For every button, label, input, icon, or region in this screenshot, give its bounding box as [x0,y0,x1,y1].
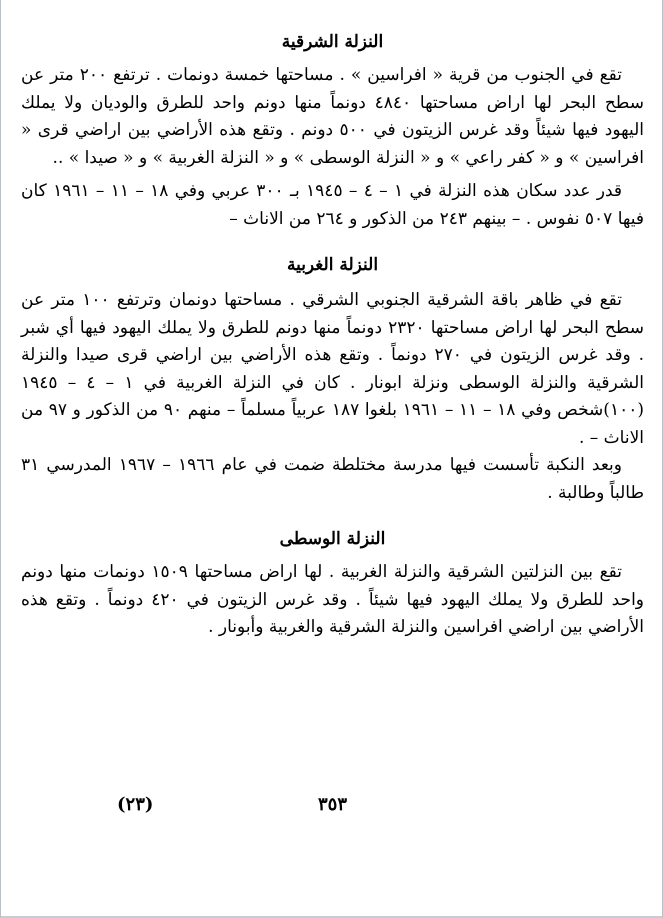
page-footer [15,794,650,820]
section-paragraph: وبعد النكبة تأسست فيها مدرسة مختلطة ضمت في عام ١٩٦٦ – ١٩٦٧ المدرسي ٣١ طالباً وطالبة . [21,455,644,503]
page-content [15,8,650,908]
section-title: النزلة الوسطى [279,529,386,549]
section-title: النزلة الغربية [286,255,379,275]
page-number: ٣٥٣ [317,794,347,815]
signature-mark: (٢٣) [117,794,154,815]
section-paragraph: تقع في الجنوب من قرية « افراسين » . مساحتها خمسة دونمات . ترتفع ٢٠٠ متر عن سطح البحر لها اراض مساحتها ٤٨٤٠ دونماً منها دونم واحد للطرق والوديان ولا يملك اليهود فيها شيئاً وقد غرس الزيتون في ٥٠٠ دونم . وتقع هذه الأراضي بين اراضي قرى « افراسين » و « كفر راعي » و « النزلة الوسطى » و « النزلة الغربية » و « صيدا » .. [21,65,645,168]
section-paragraph: قدر عدد سكان هذه النزلة في ١ – ٤ – ١٩٤٥ بـ ٣٠٠ عربي وفي ١٨ – ١١ – ١٩٦١ كان فيها ٥٠٧ نفوس . – بينهم ٢٤٣ من الذكور و ٢٦٤ من الاناث – [21,181,644,229]
section-paragraph: تقع بين النزلتين الشرقية والنزلة الغربية . لها اراض مساحتها ١٥٠٩ دونمات منها دونم واحد للطرق ولا يملك اليهود فيها شيئاً . وقد غرس الزيتون في ٤٢٠ دونماً . وتقع هذه الأراضي بين اراضي افراسين والنزلة الشرقية والغربية وأبونار . [21,562,645,637]
section-title: النزلة الشرقية [281,32,384,52]
section-paragraph: تقع في ظاهر باقة الشرقية الجنوبي الشرقي . مساحتها دونمان وترتفع ١٠٠ متر عن سطح البحر لها اراض مساحتها ٢٣٢٠ دونماً منها دونم للطرق ولا يملك اليهود فيها أي شبر . وقد غرس الزيتون في ٢٧٠ دونماً . وتقع هذه الأراضي بين اراضي قرى صيدا والنزلة الشرقية والنزلة الوسطى ونزلة ابونار . كان في النزلة الغربية في ١ – ٤ – ١٩٤٥ (١٠٠)شخص وفي ١٨ – ١١ – ١٩٦١ بلغوا ١٨٧ عربياً مسلماً – منهم ٩٠ من الذكور و ٩٧ من الاناث – . [21,290,645,448]
